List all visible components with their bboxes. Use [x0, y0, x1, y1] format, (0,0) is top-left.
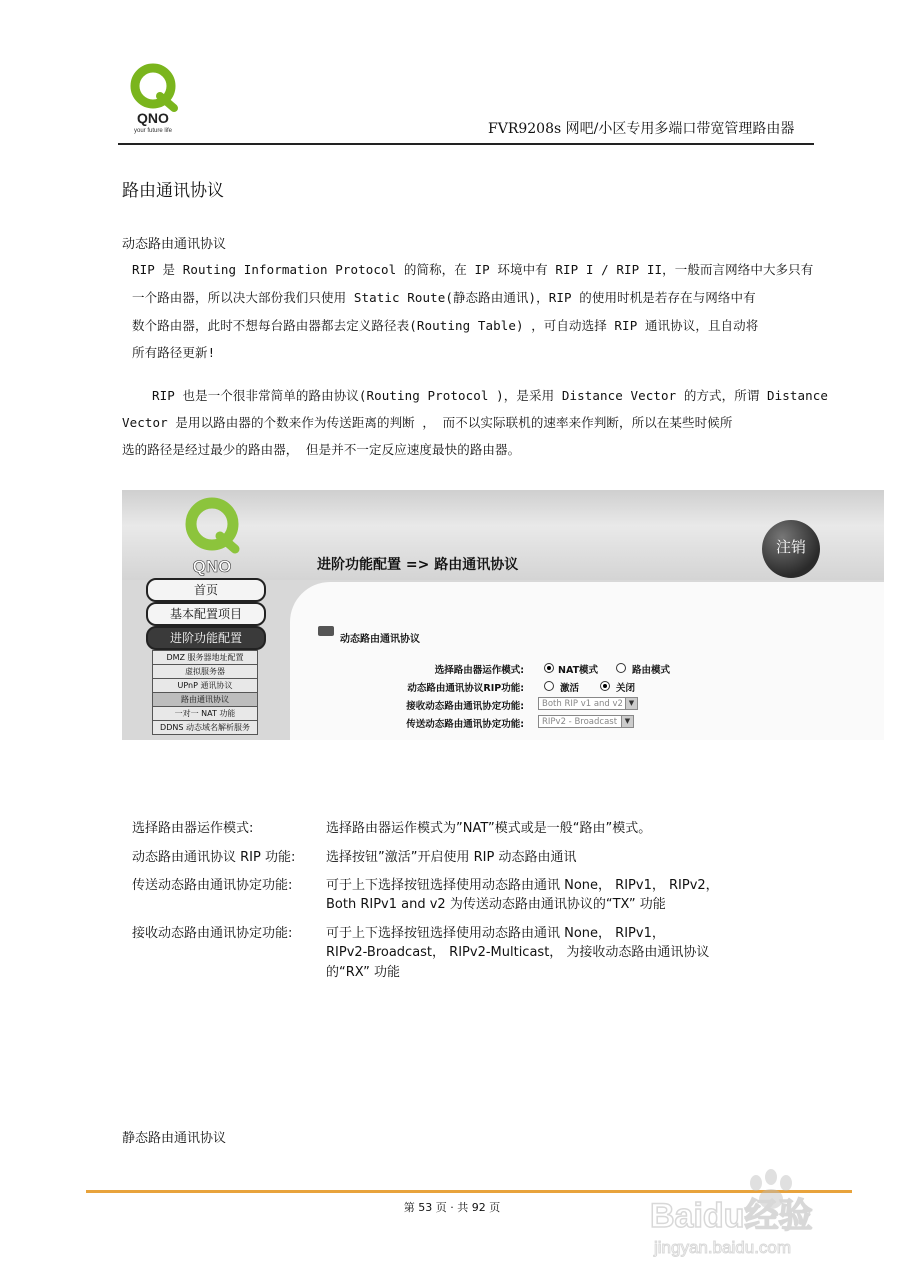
- paragraph-line: Vector 是用以路由器的个数来作为传送距离的判断 ， 而不以实际联机的速率来作判断，所以在某些时候所: [122, 415, 733, 430]
- label-router-mode: 选择路由器运作模式:: [434, 665, 524, 676]
- document-header-title: FVR9208s 网吧/小区专用多端口带宽管理路由器: [488, 121, 795, 137]
- baidu-watermark: [650, 1155, 870, 1260]
- definition-term: 接收动态路由通讯协定功能:: [132, 926, 293, 941]
- label-rip-function: 动态路由通讯协议RIP功能:: [407, 683, 524, 694]
- definition-desc: RIPv2-Broadcast， RIPv2-Multicast， 为接收动态路由通讯协议: [326, 945, 710, 960]
- form-title-icon: [318, 626, 334, 636]
- send-protocol-select[interactable]: [538, 715, 634, 728]
- logo-text: QNO: [137, 110, 169, 126]
- router-ui-screenshot: [122, 490, 884, 740]
- paragraph-line: RIP 是 Routing Information Protocol 的简称，在 IP 环境中有 RIP I / RIP II，一般而言网络中大多只有: [132, 262, 814, 277]
- paragraph-line: RIP 也是一个很非常简单的路由协议(Routing Protocol )，是采用 Distance Vector 的方式，所谓 Distance: [152, 388, 829, 403]
- radio-nat-mode[interactable]: [544, 663, 554, 673]
- logo-tagline: your future life: [133, 128, 173, 134]
- header-divider: [118, 143, 814, 145]
- submenu-ddns[interactable]: DDNS 动态域名解析服务: [152, 720, 258, 735]
- paragraph-line: 一个路由器，所以决大部份我们只使用 Static Route(静态路由通讯)，RIP 的使用时机是若存在与网络中有: [132, 290, 756, 305]
- label-send-protocol: 传送动态路由通讯协定功能:: [406, 719, 524, 730]
- receive-protocol-value: Both RIP v1 and v2: [542, 699, 623, 709]
- paragraph-line: 选的路径是经过最少的路由器， 但是并不一定反应速度最快的路由器。: [122, 442, 521, 457]
- chevron-down-icon: ▼: [621, 716, 633, 727]
- submenu-dmz[interactable]: DMZ 服务器地址配置: [152, 650, 258, 665]
- watermark-url: jingyan.baidu.com: [654, 1238, 792, 1257]
- router-page-path: 进阶功能配置 => 路由通讯协议: [317, 557, 519, 573]
- submenu-upnp[interactable]: UPnP 通讯协议: [152, 678, 258, 693]
- radio-disable-label: 关闭: [616, 683, 636, 694]
- send-protocol-value: RIPv2 - Broadcast: [542, 717, 618, 727]
- radio-nat-label: NAT模式: [558, 665, 599, 676]
- router-logo-text: QNO: [192, 557, 232, 576]
- radio-router-label: 路由模式: [632, 665, 671, 676]
- section-title: 路由通讯协议: [122, 181, 224, 201]
- router-qno-logo: [172, 494, 252, 576]
- menu-home[interactable]: 首页: [146, 578, 266, 602]
- definition-desc: 选择按钮”激活”开启使用 RIP 动态路由通讯: [326, 850, 577, 865]
- definition-term: 选择路由器运作模式:: [132, 821, 254, 836]
- definition-term: 动态路由通讯协议 RIP 功能:: [132, 850, 296, 865]
- chevron-down-icon: ▼: [625, 698, 637, 709]
- submenu-virtual-server[interactable]: 虚拟服务器: [152, 664, 258, 679]
- receive-protocol-select[interactable]: [538, 697, 638, 710]
- subsection-heading-static: 静态路由通讯协议: [122, 1131, 227, 1146]
- watermark-main-text: Baidu经验: [650, 1197, 813, 1235]
- page-number: 第 53 页 · 共 92 页: [403, 1201, 501, 1214]
- definition-desc: 选择路由器运作模式为”NAT”模式或是一般“路由”模式。: [326, 821, 652, 836]
- qno-logo: [118, 62, 188, 134]
- definition-desc: 可于上下选择按钮选择使用动态路由通讯 None， RIPv1， RIPv2，: [326, 878, 719, 893]
- form-title: 动态路由通讯协议: [340, 634, 420, 645]
- submenu-routing[interactable]: 路由通讯协议: [152, 692, 258, 707]
- definition-term: 传送动态路由通讯协定功能:: [132, 878, 293, 893]
- submenu-one-to-one-nat[interactable]: 一对一 NAT 功能: [152, 706, 258, 721]
- definition-desc: 的“RX” 功能: [326, 965, 401, 980]
- radio-router-mode[interactable]: [616, 663, 626, 673]
- logout-button[interactable]: 注销: [762, 520, 820, 578]
- paragraph-line: 所有路径更新!: [132, 345, 216, 360]
- radio-rip-disable[interactable]: [600, 681, 610, 691]
- label-receive-protocol: 接收动态路由通讯协定功能:: [406, 701, 524, 712]
- definition-desc: Both RIPv1 and v2 为传送动态路由通讯协议的“TX” 功能: [326, 897, 666, 912]
- subsection-heading-dynamic: 动态路由通讯协议: [122, 237, 227, 252]
- radio-enable-label: 激活: [560, 683, 580, 694]
- menu-advanced-config[interactable]: 进阶功能配置: [146, 626, 266, 650]
- radio-rip-enable[interactable]: [544, 681, 554, 691]
- definition-desc: 可于上下选择按钮选择使用动态路由通讯 None， RIPv1，: [326, 926, 665, 941]
- menu-basic-config[interactable]: 基本配置项目: [146, 602, 266, 626]
- paragraph-line: 数个路由器，此时不想每台路由器都去定义路径表(Routing Table) ，可自动选择 RIP 通讯协议，且自动将: [132, 318, 759, 333]
